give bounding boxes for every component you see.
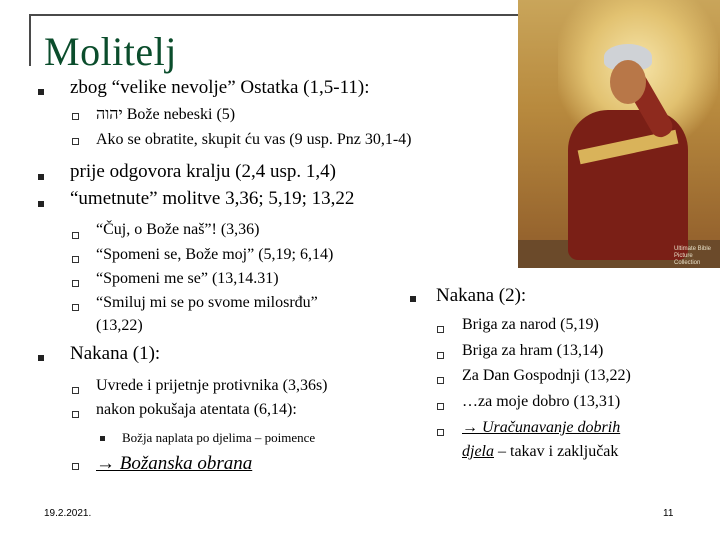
slide-title: Molitelj — [44, 29, 177, 74]
right-item-5-line1: → Uračunavanje dobrih — [462, 419, 621, 436]
bullet-before-answer: prije odgovora kralju (2,4 usp. 1,4) — [70, 161, 336, 182]
bullet-square-icon — [38, 89, 44, 95]
sub-bullet-return: Ako se obratite, skupit ću vas (9 usp. Pnz 30,1-4) — [96, 131, 412, 148]
hollow-bullet-icon — [72, 280, 79, 287]
bullet-square-icon — [38, 201, 44, 207]
hollow-bullet-icon — [72, 463, 79, 470]
bullet-intention-1: Nakana (1): — [70, 343, 161, 364]
page-number: 11 — [663, 508, 674, 519]
hollow-bullet-icon — [72, 138, 79, 145]
bullet-intention-2: Nakana (2): — [436, 285, 527, 306]
hollow-bullet-icon — [72, 232, 79, 239]
bullet-reason: zbog “velike nevolje” Ostatka (1,5-11): — [70, 77, 370, 98]
right-item-2: Briga za hram (13,14) — [462, 342, 604, 359]
frame-horizontal-line — [29, 14, 549, 16]
sub-bullet-divine-defense: → Božanska obrana — [96, 453, 253, 474]
sub-bullet-mercy: “Smiluj mi se po svome milosrđu” — [96, 294, 318, 311]
right-item-5-line2: djela – takav i zaključak — [462, 443, 619, 460]
hollow-bullet-icon — [72, 411, 79, 418]
frame-vertical-line — [29, 14, 31, 66]
right-item-3: Za Dan Gospodnji (13,22) — [462, 367, 631, 384]
sub-bullet-assassination: nakon pokušaja atentata (6,14): — [96, 401, 297, 418]
hollow-bullet-icon — [437, 429, 444, 436]
sub-bullet-insults: Uvrede i prijetnje protivnika (3,36s) — [96, 377, 328, 394]
slide-date: 19.2.2021. — [44, 508, 92, 519]
sub-bullet-hebrew: יהוה Bože nebeski (5) — [96, 106, 236, 123]
bullet-square-icon — [38, 355, 44, 361]
painting-image — [518, 0, 720, 268]
hollow-bullet-icon — [437, 403, 444, 410]
sub-bullet-remember-god: “Spomeni se, Bože moj” (5,19; 6,14) — [96, 246, 334, 263]
image-credit: Ultimate Bible Picture Collection — [674, 246, 712, 266]
hollow-bullet-icon — [72, 387, 79, 394]
right-item-1: Briga za narod (5,19) — [462, 316, 599, 333]
sub-bullet-mercy-ref: (13,22) — [96, 317, 143, 334]
bullet-square-icon — [38, 174, 44, 180]
hollow-bullet-icon — [437, 352, 444, 359]
sub-sub-bullet-repayment: Božja naplata po djelima – poimence — [122, 430, 316, 445]
bullet-inserted-prayers: “umetnute” molitve 3,36; 5,19; 13,22 — [70, 188, 355, 209]
hollow-bullet-icon — [72, 113, 79, 120]
bullet-square-icon — [410, 296, 416, 302]
bullet-square-icon — [100, 436, 105, 441]
hollow-bullet-icon — [437, 377, 444, 384]
hollow-bullet-icon — [437, 326, 444, 333]
right-item-4: …za moje dobro (13,31) — [462, 393, 621, 410]
sub-bullet-hear: “Čuj, o Bože naš”! (3,36) — [96, 221, 260, 238]
hollow-bullet-icon — [72, 256, 79, 263]
hollow-bullet-icon — [72, 304, 79, 311]
sub-bullet-remember-me: “Spomeni me se” (13,14.31) — [96, 270, 279, 287]
